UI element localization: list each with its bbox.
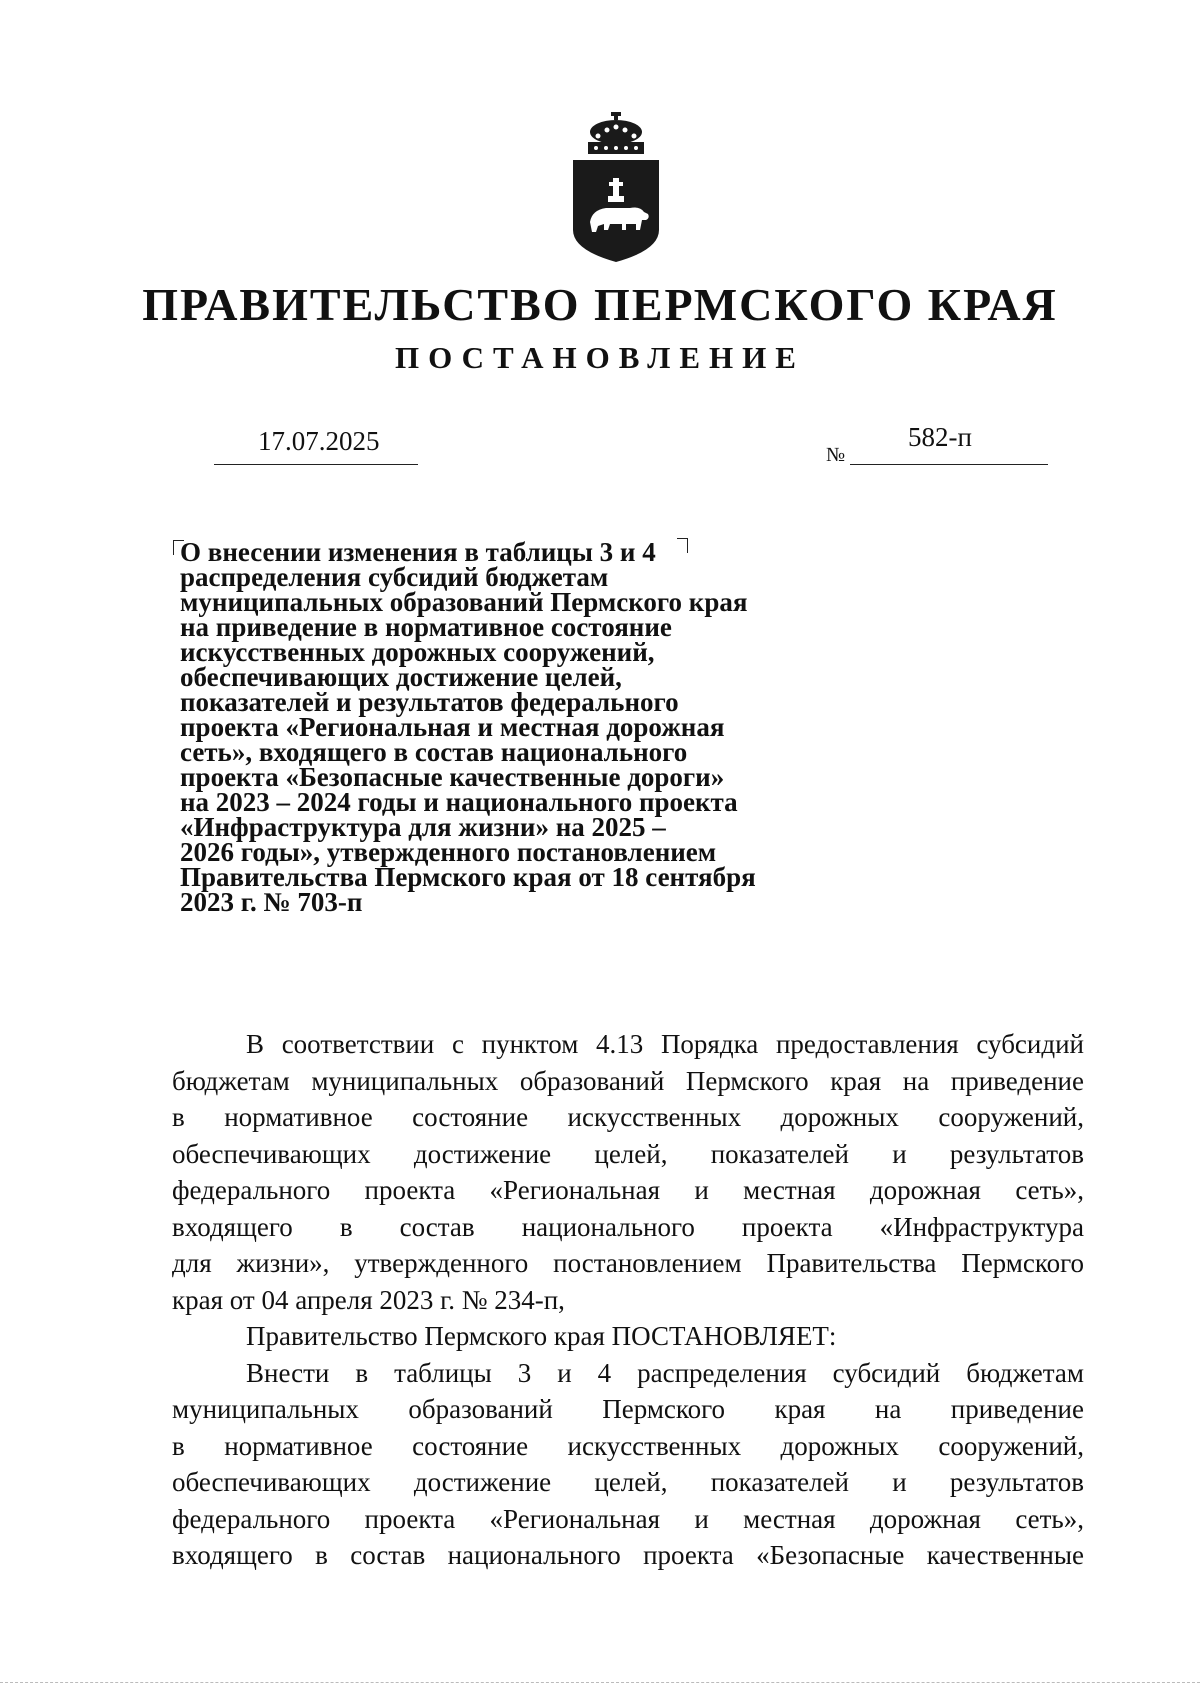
body-line: обеспечивающих достижение целей, показателей и результатов [172,1138,1084,1169]
body-line: Внести в таблицы 3 и 4 распределения субсидий бюджетам [246,1357,1084,1388]
subject-line: распределения субсидий бюджетам [180,562,609,592]
subject-line: Правительства Пермского края от 18 сентября [180,862,756,892]
subject-line: 2026 годы», утвержденного постановлением [180,837,717,867]
body-line: входящего в состав национального проекта «Инфраструктура [172,1211,1084,1242]
preamble-paragraph [172,1026,1084,1318]
body-line: федерального проекта «Региональная и местная дорожная сеть», [172,1503,1084,1534]
resolve-paragraph [172,1318,1084,1355]
number-sign: № [826,444,846,466]
subject-line: показателей и результатов федерального [180,687,679,717]
document-body [172,1026,1084,1574]
subject-line: обеспечивающих достижение целей, [180,662,622,692]
subject-line: сеть», входящего в состав национального [180,737,688,767]
body-line: обеспечивающих достижение целей, показателей и результатов [172,1467,1084,1497]
subject-line: проекта «Региональная и местная дорожная [180,712,725,742]
body-line: в нормативное состояние искусственных дорожных сооружений, [172,1102,1084,1132]
coat-of-arms-icon [570,112,662,262]
subject-line: муниципальных образований Пермского края [180,587,748,617]
body-line: входящего в состав национального проекта «Безопасные качественные [172,1540,1084,1570]
body-line: муниципальных образований Пермского края на приведение [172,1394,1084,1424]
subject-line: «Инфраструктура для жизни» на 2025 – [180,812,666,842]
document-number: 582-п [908,422,972,452]
number-field [850,422,1048,465]
subject-line: проекта «Безопасные качественные дороги» [180,762,725,792]
subject-line: на приведение в нормативное состояние [180,612,672,642]
action-paragraph [172,1355,1084,1574]
body-line: В соответствии с пунктом 4.13 Порядка предоставления субсидий [246,1029,1084,1059]
subject-line: 2023 г. № 703-п [180,887,363,917]
body-line: для жизни», утвержденного постановлением Правительства Пермского [172,1248,1084,1278]
body-line: федерального проекта «Региональная и местная дорожная сеть», [172,1175,1084,1205]
subject-line: на 2023 – 2024 годы и национального проекта [180,787,738,817]
body-line: в нормативное состояние искусственных дорожных сооружений, [172,1430,1084,1461]
resolve-line: Правительство Пермского края ПОСТАНОВЛЯЕТ: [246,1321,837,1351]
body-line: бюджетам муниципальных образований Пермского края на приведение [172,1065,1084,1096]
document-type: ПОСТАНОВЛЕНИЕ [395,340,805,375]
body-line: края от 04 апреля 2023 г. № 234-п, [172,1284,565,1315]
date-field [214,426,418,465]
document-subject [180,537,800,917]
subject-line: О внесении изменения в таблицы 3 и 4 [180,537,656,567]
subject-line: искусственных дорожных сооружений, [180,637,655,667]
document-date: 17.07.2025 [258,426,380,456]
page-bottom-edge [0,1682,1200,1683]
government-title: ПРАВИТЕЛЬСТВО ПЕРМСКОГО КРАЯ [142,279,1058,330]
